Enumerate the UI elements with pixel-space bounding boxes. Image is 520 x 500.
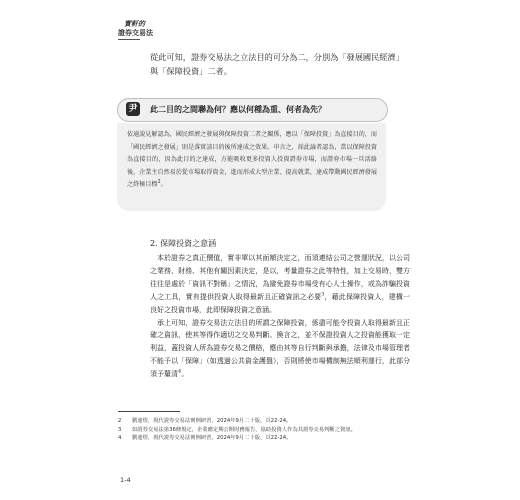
running-header bbox=[118, 20, 153, 38]
answer-text: 依通說見解認為，國民經濟之發展與保障投資二者之關係，應以「保障投資」為直接目的，而「國民經濟之發展」則是落實該目的後所達成之效果。申言之，採此論者認為，當以保障投資為直接目的，因為此目的之達成，方能吸收更多投資人投資證券市場，而證券市場一旦活絡後，企業主自然易於從市場取得資金，進而形成大型企業、提高就業，達成帶動國民經濟發展之終極目標$^2$。 bbox=[127, 131, 377, 188]
footnote-text: 劉連煜，現代證券交易法實例研習，2024年9月二十版，頁22-24。 bbox=[132, 435, 292, 441]
intro-paragraph: 從此可知，證券交易法之立法目的可分為二，分別為「發展國民經濟」與「保障投資」二者。 bbox=[150, 52, 404, 76]
footnote-number: 2 bbox=[118, 418, 122, 424]
footnote-text: 如證券交易法第36條規定，企業應定期公開財務報告，協助投資人作為其證券交易判斷之資訊。 bbox=[132, 426, 356, 433]
question-badge-icon: 尹 bbox=[126, 102, 140, 116]
body-paragraph bbox=[150, 252, 410, 317]
footnote-number: 4 bbox=[118, 435, 122, 441]
footnote-ref: 4 bbox=[178, 368, 182, 375]
footnote-text: 劉連煜，現代證券交易法實例研習，2024年9月二十版，頁22-24。 bbox=[132, 418, 292, 424]
footnote bbox=[118, 426, 398, 435]
body-paragraph bbox=[150, 317, 410, 382]
body-paragraph-2: 承上可知，證券交易法立法目的所謂之保障投資，係盡可能令投資人取得最新且正確之資訊，使其等得作適切之交易判斷。換言之，並不保證投資人之投資能獲取一定利益，蓋投資人所為證券交易之價格，應由其等自行判斷與承擔，法律及市場管理者不能予以「保障」（如透過公共資金護盤），否則將使市場機制無法順利運行，此部分須予釐清 bbox=[150, 318, 410, 379]
footnote-number: 3 bbox=[118, 426, 122, 433]
section-heading: 2. 保障投資之意涵 bbox=[150, 239, 217, 248]
header-rule bbox=[118, 39, 140, 40]
page-number: 1-4 bbox=[120, 476, 131, 484]
footnote-ref: 3 bbox=[321, 291, 325, 298]
footnotes bbox=[118, 417, 398, 443]
answer-box bbox=[117, 123, 386, 211]
header-line-1: 實軒的 bbox=[124, 20, 145, 28]
footnote-rule bbox=[118, 411, 180, 412]
footnote bbox=[118, 417, 398, 426]
body-paragraph-1: 本於證券之真正價值，實非單以其面額決定之，而須連結公司之營運狀況，以公司之業務、財務、其他有關因素決定，是以，考量證券之此等特性，加上交易時，雙方往往是處於「資訊不對稱」之情況，為避免證券市場受有心人士操作，或為詐騙投資人之工具，實有提供投資人取得最新且正確資訊之必要 bbox=[150, 254, 410, 301]
body-paragraph-1-end: ，藉此保障投資人，建構一良好之投資市場，此即保障投資之意涵。 bbox=[150, 292, 411, 314]
footnote-ref: 2 bbox=[157, 178, 161, 185]
question-callout bbox=[117, 98, 388, 122]
body-paragraph-2-end: 。 bbox=[181, 370, 189, 379]
callout-question: 此二目的之間聯為何？應以何種為重、何者為先？ bbox=[150, 105, 326, 114]
footnote bbox=[118, 434, 398, 443]
body-text bbox=[150, 252, 410, 381]
header-line-2: 證券交易法 bbox=[118, 29, 153, 37]
answer-body: 依通說見解認為，國民經濟之發展與保障投資二者之關係，應以「保障投資」為直接目的，而「國民經濟之發展」則是落實該目的後所達成之效果。申言之，採此論者認為，當以保障投資為直接目的，因為此目的之達成，方能吸收更多投資人投資證券市場，而證券市場一旦活絡後，企業主自然易於從市場取得資金，進而形成大型企業、提高就業，達成帶動國民經濟發展之終極目標 bbox=[127, 131, 377, 188]
